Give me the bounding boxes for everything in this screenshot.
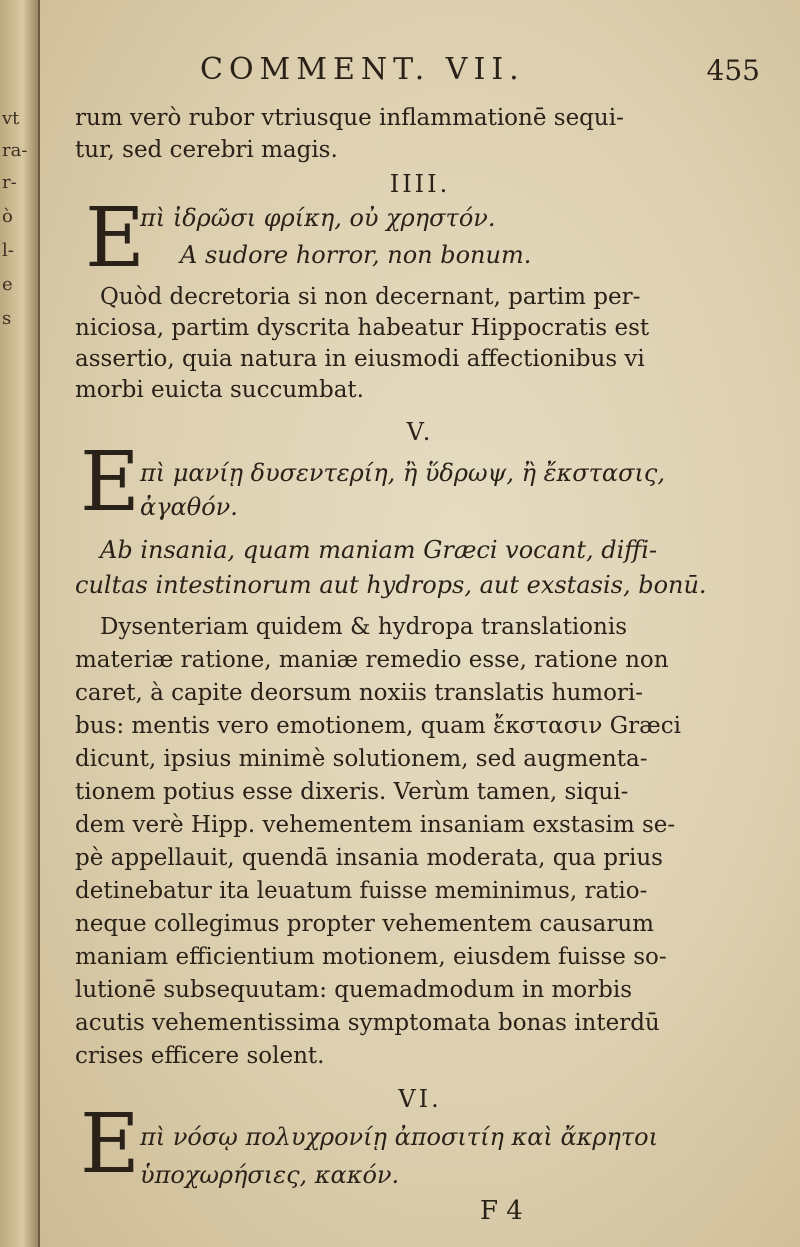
commentary-line: neque collegimus propter vehementem causarum: [75, 911, 654, 937]
aphorism-greek: ὑποχωρήσιες, κακόν.: [140, 1161, 400, 1189]
commentary-line: detinebatur ita leuatum fuisse meminimus, ratio-: [75, 878, 648, 904]
book-page: [40, 0, 800, 1247]
section-heading: VI.: [398, 1085, 442, 1113]
drop-cap: E: [80, 1097, 140, 1192]
facing-fragment: l-: [2, 240, 14, 261]
running-head: COMMENT. VII.: [200, 52, 525, 87]
commentary-line: pè appellauit, quendā insania moderata, qua prius: [75, 845, 663, 871]
facing-fragment: ra-: [2, 140, 28, 161]
section-heading: V.: [406, 418, 434, 446]
commentary-line: crises efficere solent.: [75, 1043, 325, 1069]
page-header: [200, 52, 760, 92]
commentary-line: assertio, quia natura in eiusmodi affectionibus vi: [75, 346, 645, 372]
aphorism-greek: πὶ μανίῃ δυσεντερίη, ἢ ὕδρωψ, ἢ ἔκστασις,: [140, 459, 665, 487]
commentary-line: lutionē subsequutam: quemadmodum in morbis: [75, 977, 632, 1003]
aphorism-greek: πὶ νόσῳ πολυχρονίῃ ἀποσιτίη καὶ ἄκρητοι: [140, 1123, 659, 1151]
commentary-line: morbi euicta succumbat.: [75, 377, 364, 403]
commentary-line: materiæ ratione, maniæ remedio esse, ratione non: [75, 647, 669, 673]
commentary-line: bus: mentis vero emotionem, quam ἔκστασιν Græci: [75, 713, 681, 739]
drop-cap: E: [85, 191, 145, 286]
commentary-line: maniam efficientium motionem, eiusdem fuisse so-: [75, 944, 667, 970]
drop-cap: E: [80, 435, 140, 530]
facing-fragment: e: [2, 274, 13, 295]
facing-page-edge: [0, 0, 40, 1247]
text-line: rum verò rubor vtriusque inflammationē sequi-: [75, 105, 624, 131]
commentary-line: dem verè Hipp. vehementem insaniam exstasim se-: [75, 812, 676, 838]
facing-fragment: r-: [2, 172, 17, 193]
signature-mark: F 4: [480, 1196, 523, 1226]
page-number: 455: [706, 54, 760, 87]
commentary-line: acutis vehementissima symptomata bonas interdū: [75, 1010, 660, 1036]
aphorism-latin: Ab insania, quam maniam Græci vocant, diffi-: [100, 536, 658, 564]
commentary-line: dicunt, ipsius minimè solutionem, sed augmenta-: [75, 746, 648, 772]
commentary-line: Dysenteriam quidem & hydropa translationis: [100, 614, 628, 640]
facing-fragment: s: [2, 308, 12, 329]
aphorism-latin: cultas intestinorum aut hydrops, aut exstasis, bonū.: [75, 571, 707, 599]
commentary-line: niciosa, partim dyscrita habeatur Hippocratis est: [75, 315, 650, 341]
aphorism-greek: ἀγαθόν.: [140, 493, 238, 521]
commentary-line: tionem potius esse dixeris. Verùm tamen, siqui-: [75, 779, 629, 805]
aphorism-greek: πὶ ἰδρῶσι φρίκη, οὐ χρηστόν.: [140, 204, 496, 232]
aphorism-latin: A sudore horror, non bonum.: [180, 241, 532, 269]
commentary-line: Quòd decretoria si non decernant, partim per-: [100, 284, 641, 310]
facing-fragment: vt: [2, 108, 20, 129]
facing-fragment: ò: [2, 206, 13, 227]
section-heading: IIII.: [389, 170, 451, 198]
text-line: tur, sed cerebri magis.: [75, 137, 338, 163]
commentary-line: caret, à capite deorsum noxiis translatis humori-: [75, 680, 644, 706]
